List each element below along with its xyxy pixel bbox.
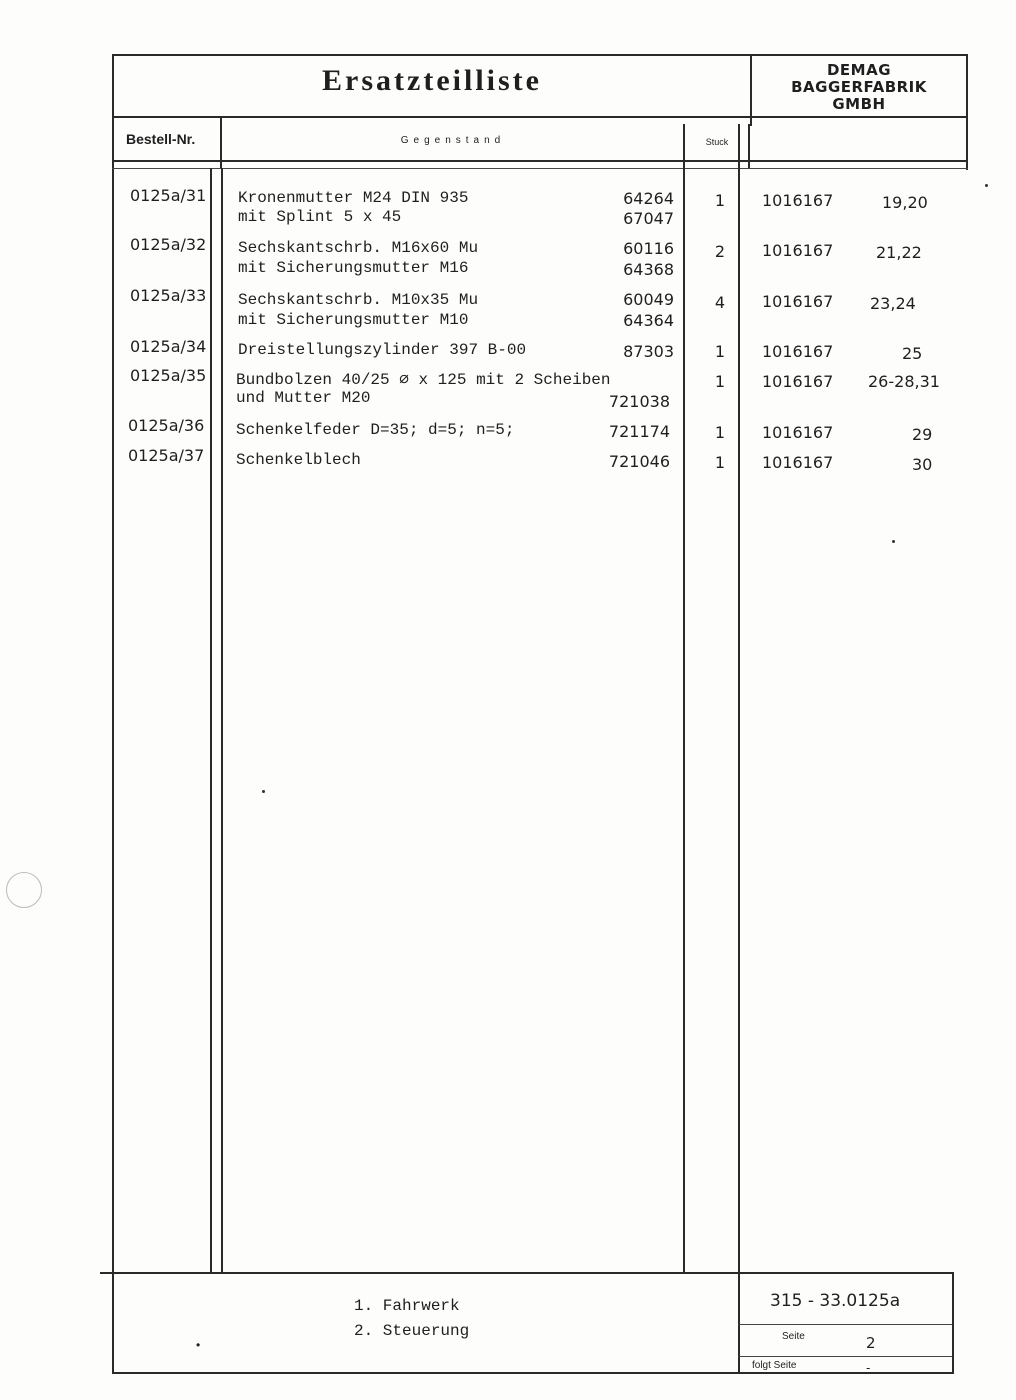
folgt-seite-value: - xyxy=(866,1361,871,1375)
reference-number: 1016167 xyxy=(762,372,834,391)
footer-item: 2. Steuerung xyxy=(354,1322,470,1340)
reference-number: 1016167 xyxy=(762,423,834,442)
quantity: 4 xyxy=(714,293,726,312)
bestell-nr: 0125a/33 xyxy=(130,286,207,305)
part-code: 64264 xyxy=(623,189,674,208)
item-description-line2: und Mutter M20 xyxy=(236,389,371,407)
speck xyxy=(262,790,265,793)
bestell-nr: 0125a/31 xyxy=(130,186,207,205)
item-description: Schenkelfeder D=35; d=5; n=5; xyxy=(236,421,515,439)
bestell-nr: 0125a/35 xyxy=(130,366,207,385)
part-code-2: 64368 xyxy=(623,260,674,279)
position-number: 19,20 xyxy=(882,193,928,212)
part-code-2: 64364 xyxy=(623,311,674,330)
reference-number: 1016167 xyxy=(762,292,834,311)
position-number: 30 xyxy=(912,455,933,474)
position-number: 23,24 xyxy=(870,294,916,313)
column-header-bestell-nr: Bestell-Nr. xyxy=(126,131,196,147)
seite-value: 2 xyxy=(866,1334,876,1352)
position-number: 29 xyxy=(912,425,933,444)
reference-number: 1016167 xyxy=(762,453,834,472)
bestell-nr: 0125a/37 xyxy=(128,446,205,465)
position-number: 21,22 xyxy=(876,243,922,262)
speck xyxy=(985,184,988,187)
column-header-stueck: Stuck xyxy=(705,137,729,147)
item-description-line2: mit Sicherungsmutter M10 xyxy=(238,311,469,329)
part-code: 721174 xyxy=(608,422,670,441)
quantity: 1 xyxy=(714,191,726,210)
punch-hole xyxy=(6,872,42,908)
company-logo: DEMAG BAGGERFABRIK GMBH xyxy=(791,61,927,113)
speck xyxy=(892,540,895,543)
page-title: Ersatzteilliste xyxy=(322,64,542,97)
position-number: 25 xyxy=(902,344,923,363)
reference-number: 1016167 xyxy=(762,191,834,210)
part-code: 60049 xyxy=(623,290,674,309)
quantity: 1 xyxy=(714,423,726,442)
item-description: Bundbolzen 40/25 ∅ x 125 mit 2 Scheiben xyxy=(236,371,611,389)
bestell-nr: 0125a/32 xyxy=(130,235,207,254)
item-description: Dreistellungszylinder 397 B-00 xyxy=(238,341,527,359)
reference-number: 1016167 xyxy=(762,241,834,260)
reference-number: 1016167 xyxy=(762,342,834,361)
quantity: 2 xyxy=(714,242,726,261)
footer-item: 1. Fahrwerk xyxy=(354,1297,460,1315)
item-description: Schenkelblech xyxy=(236,451,361,469)
document-number: 315 - 33.0125a xyxy=(770,1291,901,1311)
position-number: 26-28,31 xyxy=(868,372,940,391)
folgt-seite-label: folgt Seite xyxy=(752,1360,797,1371)
item-description-line2: mit Splint 5 x 45 xyxy=(238,208,402,226)
item-description: Sechskantschrb. M10x35 Mu xyxy=(238,291,479,309)
part-code: 87303 xyxy=(623,342,674,361)
bullet-mark: • xyxy=(196,1338,201,1352)
column-header-gegenstand: Gegenstand xyxy=(400,135,506,146)
part-code: 60116 xyxy=(623,239,674,258)
part-code: 721046 xyxy=(608,452,670,471)
item-description-line2: mit Sicherungsmutter M16 xyxy=(238,259,469,277)
quantity: 1 xyxy=(714,342,726,361)
part-code-2: 67047 xyxy=(623,209,674,228)
quantity: 1 xyxy=(714,372,726,391)
quantity: 1 xyxy=(714,453,726,472)
seite-label: Seite xyxy=(782,1331,805,1342)
part-code-2: 721038 xyxy=(608,392,670,411)
item-description: Kronenmutter M24 DIN 935 xyxy=(238,189,469,207)
bestell-nr: 0125a/36 xyxy=(128,416,205,435)
bestell-nr: 0125a/34 xyxy=(130,337,207,356)
item-description: Sechskantschrb. M16x60 Mu xyxy=(238,239,479,257)
